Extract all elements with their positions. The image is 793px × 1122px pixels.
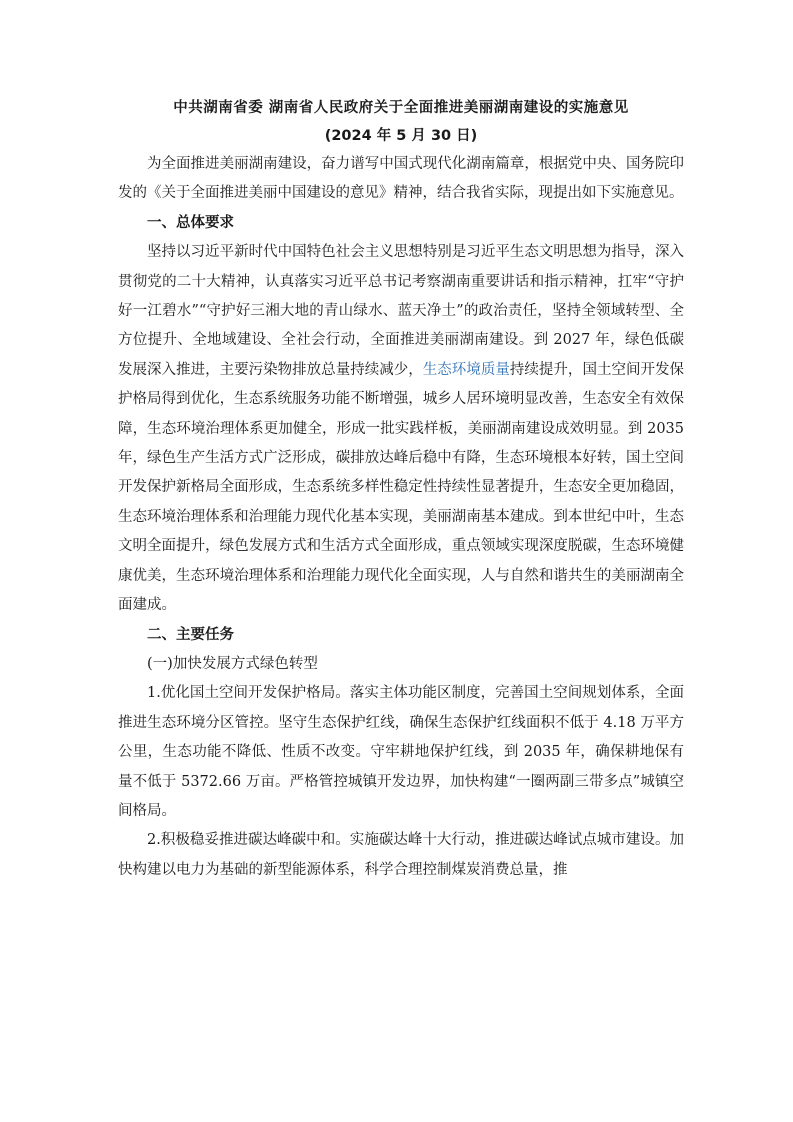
paragraph-text: 坚持以习近平新时代中国特色社会主义思想特别是习近平生态文明思想为指导，深入贯彻党的二十大精神，认真落实习近平总书记考察湖南重要讲话和指示精神，扛牢“守护好一江碧水”“守护好三湘大地的青山绿水、蓝天净土”的政治责任，坚持全领域转型、全方位提升、全地域建设、全社会行动，全面推进美丽湖南建设。到 2027 年，绿色低碳发展深入推进，主要污染物排放总量持续减少， (118, 244, 684, 378)
subsection-heading-green-transformation: (一)加快发展方式绿色转型 (147, 655, 318, 672)
section-heading-main-tasks: 二、主要任务 (147, 626, 234, 643)
task-item-1: 1.优化国土空间开发保护格局。落实主体功能区制度，完善国土空间规划体系，全面推进生态环境分区管控。坚守生态保护红线，确保生态保护红线面积不低于 4.18 万平方公里，生态功能不降低、性质不改变。守牢耕地保护红线，到 2035 年，确保耕地保有量不低于 5372.66 万亩。严格管控城镇开发边界，加快构建“一圈两副三带多点”城镇空间格局。 (118, 685, 684, 819)
intro-paragraph: 为全面推进美丽湖南建设，奋力谱写中国式现代化湖南篇章，根据党中央、国务院印发的《关于全面推进美丽中国建设的意见》精神，结合我省实际，现提出如下实施意见。 (118, 156, 684, 202)
paragraph-text: 持续提升，国土空间开发保护格局得到优化，生态系统服务功能不断增强，城乡人居环境明显改善，生态安全有效保障，生态环境治理体系更加健全，形成一批实践样板，美丽湖南建设成效明显。到 2035 年，绿色生产生活方式广泛形成，碳排放达峰后稳中有降，生态环境根本好转，国土空间开发保护新格局全面形成，生态系统多样性稳定性持续性显著提升，生态安全更加稳固，生态环境治理体系和治理能力现代化基本实现，美丽湖南基本建成。到本世纪中叶，生态文明全面提升，绿色发展方式和生活方式全面形成，重点领域实现深度脱碳，生态环境健康优美，生态环境治理体系和治理能力现代化全面实现，人与自然和谐共生的美丽湖南全面建成。 (118, 361, 685, 614)
document-page (118, 86, 684, 885)
section-heading-general-requirements: 一、总体要求 (147, 214, 234, 231)
ecological-quality-link[interactable]: 生态环境质量 (422, 361, 510, 378)
task-item-2: 2.积极稳妥推进碳达峰碳中和。实施碳达峰十大行动，推进碳达峰试点城市建设。加快构建以电力为基础的新型能源体系，科学合理控制煤炭消费总量，推 (118, 832, 684, 878)
general-requirements-paragraph (118, 238, 684, 620)
document-date: (2024 年 5 月 30 日) (324, 128, 478, 144)
document-title: 中共湖南省委 湖南省人民政府关于全面推进美丽湖南建设的实施意见 (173, 100, 629, 116)
